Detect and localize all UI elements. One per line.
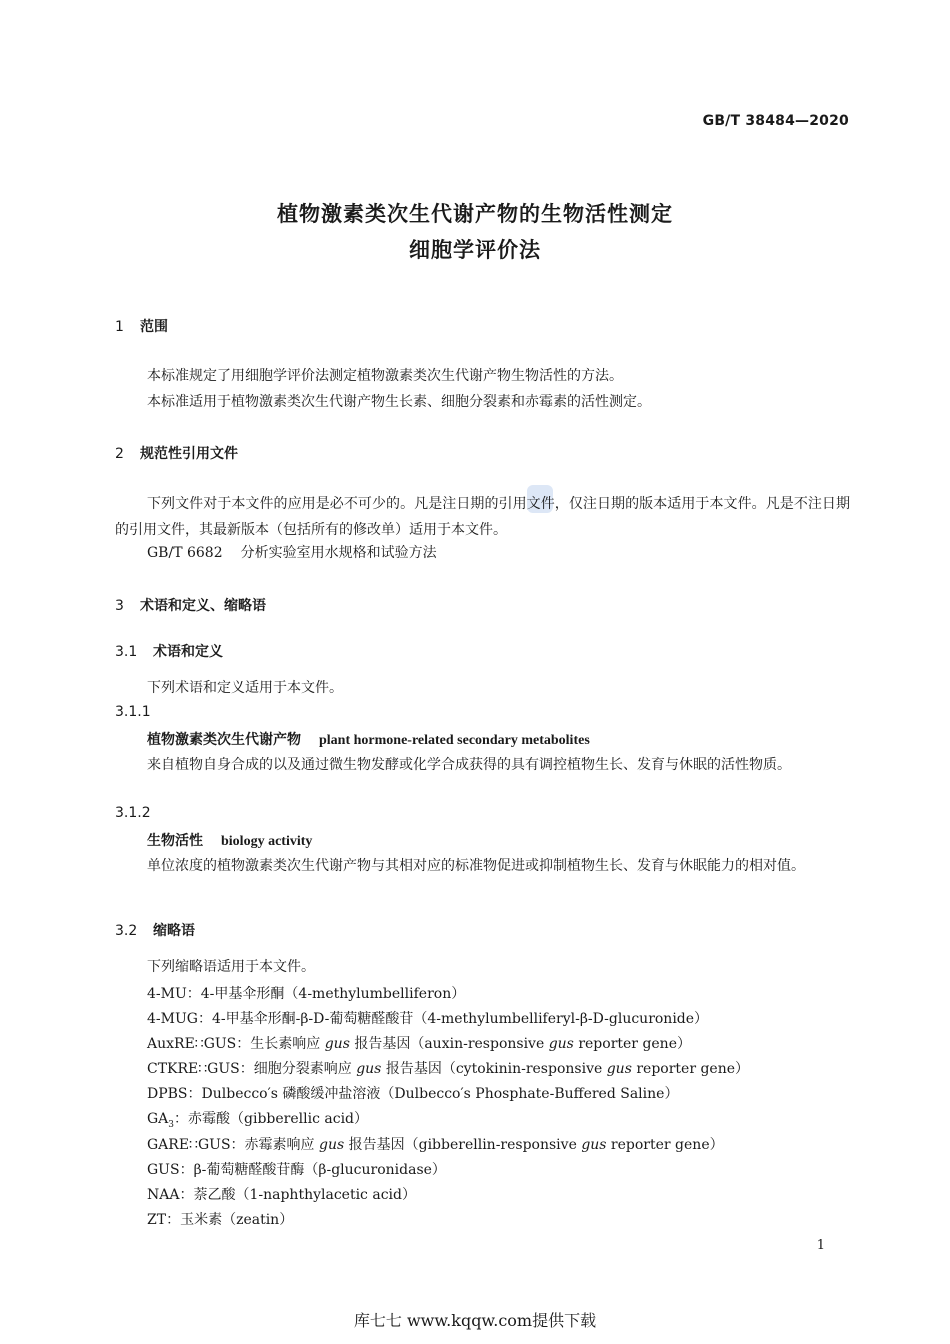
abbreviation-item: 4-MU：4-甲基伞形酮（4-methylumbelliferon） [147,986,466,1002]
section-1-heading [115,316,168,336]
term-definition: 单位浓度的植物激素类次生代谢产物与其相对应的标准物促进或抑制植物生长、发育与休眠能力的相对值。 [147,858,805,874]
gene-name: gus [324,1036,350,1052]
subscript: 3 [168,1119,175,1130]
paragraph: 下列缩略语适用于本文件。 [147,959,315,975]
term-english: biology activity [221,834,313,849]
term-chinese: 植物激素类次生代谢产物 [147,732,301,748]
abbreviation-item [147,1058,749,1078]
abbreviation-item [147,1033,691,1053]
gene-name: gus [319,1137,345,1153]
term-entry [147,830,312,850]
abbreviation-text: GARE∷GUS：赤霉素响应 [147,1137,319,1153]
gene-name: gus [356,1061,382,1077]
term-number: 3.1.2 [115,805,151,821]
abbreviation-text: reporter gene） [573,1036,691,1052]
term-definition: 来自植物自身合成的以及通过微生物发酵或化学合成获得的具有调控植物生长、发育与休眠的活性物质。 [147,757,791,773]
standard-number: GB/T 38484—2020 [702,113,849,129]
term-chinese: 生物活性 [147,833,203,849]
section-title: 术语和定义、缩略语 [140,598,266,614]
paragraph: 本标准适用于植物激素类次生代谢产物生长素、细胞分裂素和赤霉素的活性测定。 [147,394,651,410]
section-2-heading [115,443,238,463]
paragraph: 下列文件对于本文件的应用是必不可少的。凡是注日期的引用文件，仅注日期的版本适用于本文件。凡是不注日期的引用文件，其最新版本（包括所有的修改单）适用于本文件。 [115,496,850,538]
abbreviation-item [147,1108,368,1130]
footer-watermark: 库七七 www.kqqw.com提供下载 [353,1311,597,1330]
abbreviation-text: reporter gene） [631,1061,750,1077]
abbreviation-item: DPBS：Dulbecco′s 磷酸缓冲盐溶液（Dulbecco′s Phosphate-Buffered Saline） [147,1086,679,1102]
subsection-title: 术语和定义 [153,644,223,660]
subsection-title: 缩略语 [153,923,195,939]
paragraph: 下列术语和定义适用于本文件。 [147,680,343,696]
term-entry [147,729,590,749]
page-number: 1 [816,1238,825,1253]
gene-name: gus [548,1036,574,1052]
subsection-3-2-heading [115,920,195,940]
section-title: 规范性引用文件 [140,446,238,462]
section-3-heading [115,595,266,615]
section-number: 3 [115,598,124,614]
abbreviation-text: AuxRE∷GUS：生长素响应 [147,1036,325,1052]
abbreviation-text: GA [147,1111,169,1127]
document-title-line1: 植物激素类次生代谢产物的生物活性测定 [277,202,673,226]
subsection-number: 3.2 [115,923,138,939]
abbreviation-text: reporter gene） [606,1137,724,1153]
section-title: 范围 [140,319,168,335]
abbreviation-text: 报告基因（gibberellin-responsive [344,1137,582,1153]
reference-entry [147,543,437,563]
subsection-number: 3.1 [115,644,138,660]
abbreviation-item: NAA：萘乙酸（1-naphthylacetic acid） [147,1187,416,1203]
abbreviation-text: ：赤霉酸（gibberellic acid） [174,1111,369,1127]
term-number: 3.1.1 [115,704,151,720]
abbreviation-text: 报告基因（cytokinin-responsive [381,1061,607,1077]
section-number: 1 [115,319,124,335]
section-number: 2 [115,446,124,462]
abbreviation-item: 4-MUG：4-甲基伞形酮-β-D-葡萄糖醛酸苷（4-methylumbelliferyl-β-D-glucuronide） [147,1011,709,1027]
paragraph: 本标准规定了用细胞学评价法测定植物激素类次生代谢产物生物活性的方法。 [147,368,623,384]
abbreviation-text: CTKRE∷GUS：细胞分裂素响应 [147,1061,357,1077]
gene-name: gus [606,1061,632,1077]
abbreviation-text: 报告基因（auxin-responsive [349,1036,549,1052]
abbreviation-item: ZT：玉米素（zeatin） [147,1212,294,1228]
gene-name: gus [581,1137,607,1153]
reference-title: 分析实验室用水规格和试验方法 [240,545,437,561]
reference-code: GB/T 6682 [147,545,223,561]
subsection-3-1-heading [115,641,223,661]
abbreviation-item: GUS：β-葡萄糖醛酸苷酶（β-glucuronidase） [147,1162,446,1178]
abbreviation-item [147,1134,724,1154]
document-title-line2: 细胞学评价法 [409,238,541,262]
term-english: plant hormone-related secondary metabolites [319,733,590,748]
